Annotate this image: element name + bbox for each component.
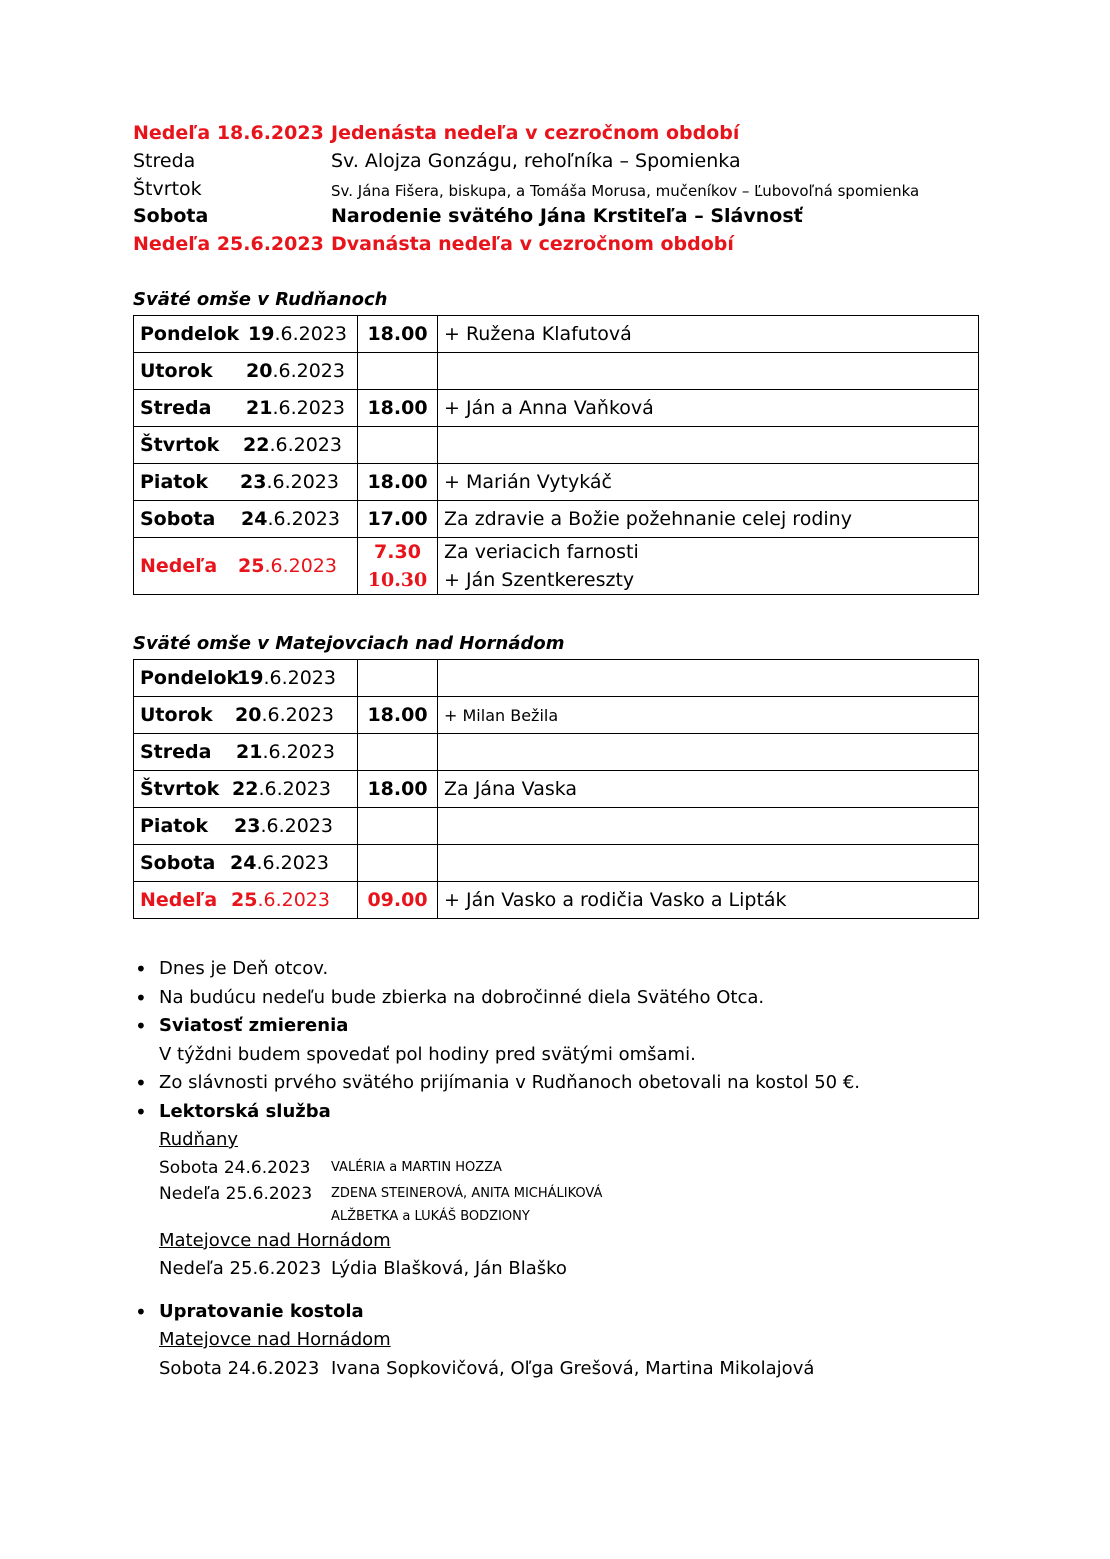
- schedule-row: [159, 1155, 860, 1181]
- row-time-1: 7.30: [374, 541, 421, 563]
- table-row: [134, 501, 979, 538]
- row-time: 18.00: [358, 697, 438, 734]
- row-day: Piatok: [140, 815, 209, 837]
- row-day: Piatok: [140, 471, 209, 493]
- row-intention: [438, 808, 979, 845]
- row-date-num: 25: [238, 555, 265, 577]
- schedule-names: VALÉRIA a MARTIN HOZZA: [331, 1159, 502, 1175]
- calendar-day-5: Nedeľa 25.6.2023: [133, 233, 324, 255]
- list-item: [133, 1012, 860, 1069]
- table-row: [134, 808, 979, 845]
- row-date-num: 23: [234, 815, 261, 837]
- table-row: [134, 845, 979, 882]
- row-date-num: 20: [235, 704, 262, 726]
- schedule-row: [159, 1355, 860, 1384]
- row-time: [358, 427, 438, 464]
- table-row-sunday: [134, 882, 979, 919]
- row-intention: [438, 734, 979, 771]
- note-title: • Lektorská služba: [159, 1100, 331, 1122]
- list-item: [133, 984, 860, 1013]
- row-intention-2: + Ján Szentkereszty: [444, 569, 635, 591]
- note-text: Zo slávnosti prvého svätého prijímania v Rudňanoch obetovali na kostol 50 €.: [159, 1072, 860, 1093]
- row-date-rest: .6.2023: [258, 778, 331, 800]
- table-row: [134, 697, 979, 734]
- row-intention: + Marián Vytykáč: [438, 464, 979, 501]
- row-time: [358, 353, 438, 390]
- table-row: [134, 316, 979, 353]
- table-row: [134, 390, 979, 427]
- row-intention-1: Za veriacich farnosti: [444, 541, 639, 563]
- table-row: [134, 464, 979, 501]
- calendar-day-4: Sobota: [133, 205, 209, 227]
- row-date-rest: .6.2023: [261, 704, 334, 726]
- row-date-rest: .6.2023: [264, 555, 337, 577]
- schedule-names: ZDENA STEINEROVÁ, ANITA MICHÁLIKOVÁ: [331, 1185, 603, 1201]
- row-date-num: 24: [230, 852, 257, 874]
- row-time: 17.00: [358, 501, 438, 538]
- row-date-rest: .6.2023: [269, 434, 342, 456]
- row-time: [358, 808, 438, 845]
- row-intention: [438, 427, 979, 464]
- row-time: 18.00: [358, 316, 438, 353]
- calendar-day-3: Štvrtok: [133, 178, 202, 200]
- list-item: [133, 1298, 860, 1384]
- row-day: Nedeľa: [140, 889, 218, 911]
- place-heading: Matejovce nad Hornádom: [159, 1229, 391, 1251]
- schedule-names: Ivana Sopkovičová, Oľga Grešová, Martina Mikolajová: [331, 1357, 815, 1379]
- list-item: [133, 1069, 860, 1098]
- row-intention: Za Jána Vaska: [438, 771, 979, 808]
- list-item: [133, 955, 860, 984]
- row-day: Nedeľa: [140, 555, 218, 577]
- schedule-date: Nedeľa 25.6.2023: [159, 1258, 322, 1279]
- row-day: Sobota: [140, 508, 216, 530]
- row-intention: + Ján Vasko a rodičia Vasko a Lipták: [438, 882, 979, 919]
- rudnany-mass-table: [133, 315, 979, 595]
- place-heading: Rudňany: [159, 1129, 239, 1150]
- schedule-row: [159, 1181, 860, 1207]
- calendar-day-2: Streda: [133, 150, 196, 172]
- row-date-num: 23: [240, 471, 267, 493]
- announcements-list: [133, 955, 860, 1383]
- row-time: [358, 845, 438, 882]
- row-day: Štvrtok: [140, 434, 220, 456]
- note-text: Na budúcu nedeľu bude zbierka na dobročinné diela Svätého Otca.: [159, 986, 765, 1008]
- calendar-day-1: Nedeľa 18.6.2023: [133, 122, 324, 144]
- row-day: Utorok: [140, 704, 213, 726]
- row-date-num: 21: [236, 741, 263, 763]
- row-date-rest: .6.2023: [257, 889, 330, 911]
- row-time: 18.00: [358, 464, 438, 501]
- row-date-num: 21: [246, 397, 273, 419]
- row-time: [358, 660, 438, 697]
- row-day: Streda: [140, 741, 212, 763]
- row-day: Pondelok: [140, 323, 240, 345]
- place-heading: Matejovce nad Hornádom: [159, 1329, 391, 1350]
- schedule-names: Lýdia Blašková, Ján Blaško: [331, 1258, 567, 1279]
- matejovce-mass-table: [133, 659, 979, 919]
- calendar-text-4: Narodenie svätého Jána Krstiteľa – Slávnosť: [331, 205, 803, 227]
- row-date-rest: .6.2023: [266, 471, 339, 493]
- note-title: • Sviatosť zmierenia: [159, 1015, 349, 1036]
- schedule-row: [159, 1207, 860, 1227]
- table-row: [134, 734, 979, 771]
- row-date-rest: .6.2023: [272, 397, 345, 419]
- row-day: Štvrtok: [140, 778, 220, 800]
- calendar-text-1: Jedenásta nedeľa v cezročnom období: [331, 122, 740, 144]
- schedule-row: [159, 1255, 860, 1284]
- row-intention: + Milan Bežila: [438, 697, 979, 734]
- row-intention: + Ružena Klafutová: [438, 316, 979, 353]
- row-date-num: 24: [241, 508, 268, 530]
- schedule-names: ALŽBETKA a LUKÁŠ BODZIONY: [331, 1208, 530, 1224]
- row-date-num: 19: [237, 667, 264, 689]
- row-intention: Za zdravie a Božie požehnanie celej rodiny: [438, 501, 979, 538]
- row-day: Sobota: [140, 852, 216, 874]
- row-date-num: 25: [231, 889, 258, 911]
- row-intention: [438, 845, 979, 882]
- table-row: [134, 353, 979, 390]
- row-time: [358, 734, 438, 771]
- row-intention: [438, 660, 979, 697]
- list-item: [133, 1098, 860, 1284]
- row-day: Streda: [140, 397, 212, 419]
- row-date-rest: .6.2023: [260, 815, 333, 837]
- calendar-text-2: Sv. Alojza Gonzágu, rehoľníka – Spomienka: [331, 150, 741, 172]
- row-date-rest: .6.2023: [272, 360, 345, 382]
- row-date-num: 22: [232, 778, 259, 800]
- row-date-rest: .6.2023: [256, 852, 329, 874]
- table-row-sunday: [134, 538, 979, 595]
- row-date-rest: .6.2023: [263, 667, 336, 689]
- row-date-rest: .6.2023: [262, 741, 335, 763]
- schedule-date: Sobota 24.6.2023: [159, 1357, 320, 1379]
- row-date-num: 22: [243, 434, 270, 456]
- note-text: V týždni budem spovedať pol hodiny pred svätými omšami.: [159, 1043, 696, 1065]
- calendar-text-5: Dvanásta nedeľa v cezročnom období: [331, 233, 734, 255]
- table-row: [134, 771, 979, 808]
- row-day: Utorok: [140, 360, 213, 382]
- row-date-num: 20: [246, 360, 273, 382]
- row-intention: + Ján a Anna Vaňková: [438, 390, 979, 427]
- schedule-date: Sobota 24.6.2023: [159, 1157, 311, 1178]
- row-intention: [438, 353, 979, 390]
- note-title: • Upratovanie kostola: [159, 1300, 364, 1322]
- schedule-date: Nedeľa 25.6.2023: [159, 1183, 313, 1204]
- row-date-rest: .6.2023: [274, 323, 347, 345]
- note-text: Dnes je Deň otcov.: [159, 958, 329, 979]
- row-time: 18.00: [358, 771, 438, 808]
- row-time: 18.00: [358, 390, 438, 427]
- calendar-text-3: Sv. Jána Fišera, biskupa, a Tomáša Morusa, mučeníkov – Ľubovoľná spomienka: [331, 182, 920, 200]
- table-row: [134, 660, 979, 697]
- matejovce-heading: Sväté omše v Matejovciach nad Hornádom: [133, 633, 565, 654]
- row-date-num: 19: [248, 323, 275, 345]
- rudnany-heading: Sväté omše v Rudňanoch: [133, 289, 388, 310]
- row-time: 09.00: [358, 882, 438, 919]
- table-row: [134, 427, 979, 464]
- row-time-2: 10.30: [367, 569, 428, 591]
- row-date-rest: .6.2023: [267, 508, 340, 530]
- row-day: Pondelok: [140, 667, 240, 689]
